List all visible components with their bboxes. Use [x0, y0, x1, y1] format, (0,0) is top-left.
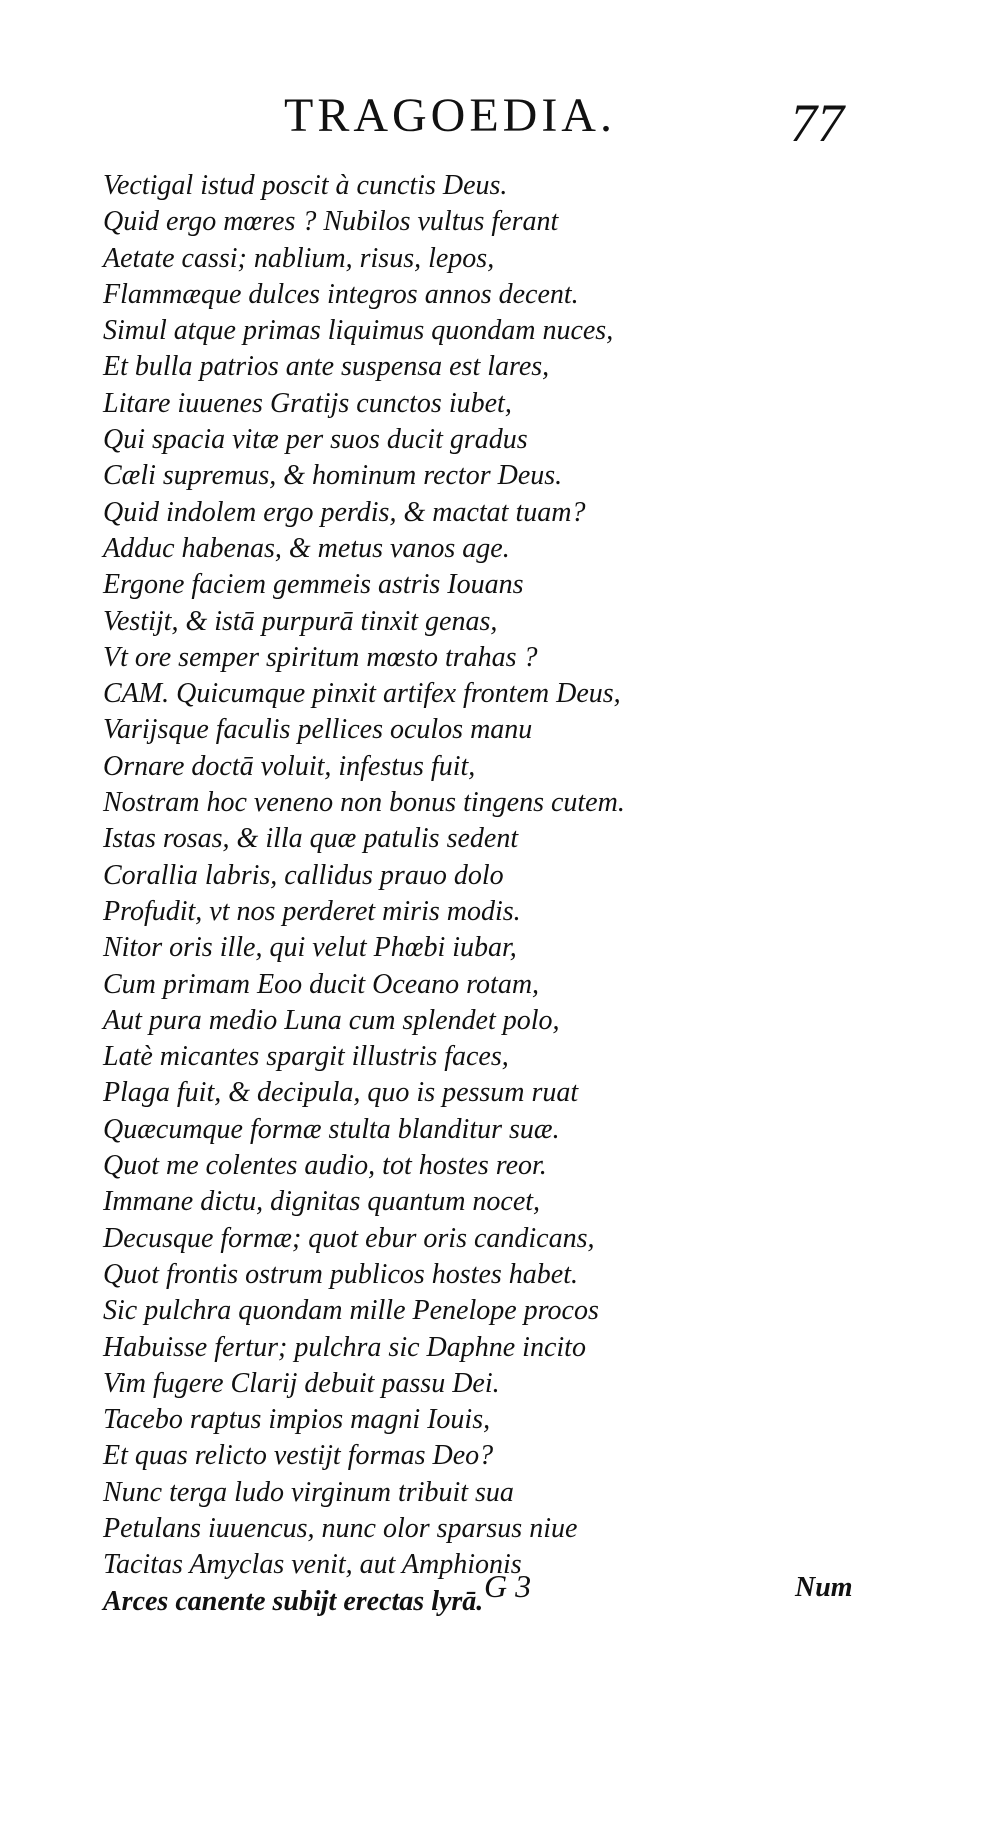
verse-line: Flammæque dulces integros annos decent.: [103, 278, 579, 310]
verse-line: Quot frontis ostrum publicos hostes habet.: [103, 1258, 578, 1290]
verse-text: [103, 168, 983, 1620]
verse-line: Varijsque faculis pellices oculos manu: [103, 714, 533, 746]
verse-line: Arces canente subijt erectas lyrā.: [103, 1585, 484, 1617]
verse-line: Adduc habenas, & metus vanos age.: [103, 532, 510, 564]
verse-line: Et bulla patrios ante suspensa est lares,: [103, 351, 550, 383]
verse-line: Vestijt, & istā purpurā tinxit genas,: [103, 605, 498, 637]
verse-line: Profudit, vt nos perderet miris modis.: [103, 895, 521, 927]
verse-line: Plaga fuit, & decipula, quo is pessum ruat: [103, 1077, 579, 1109]
verse-line: Qui spacia vitæ per suos ducit gradus: [103, 424, 528, 456]
page-number: 77: [790, 93, 844, 153]
verse-line: Quid indolem ergo perdis, & mactat tuam?: [103, 496, 586, 528]
verse-line: Nostram hoc veneno non bonus tingens cutem.: [103, 787, 625, 819]
verse-line: Tacitas Amyclas venit, aut Amphionis: [103, 1549, 522, 1581]
verse-line: Cæli supremus, & hominum rector Deus.: [103, 460, 563, 492]
verse-line: Quæcumque formæ stulta blanditur suæ.: [103, 1113, 560, 1145]
verse-line: Litare iuuenes Gratijs cunctos iubet,: [103, 387, 512, 419]
verse-line: Vectigal istud poscit à cunctis Deus.: [103, 170, 508, 201]
verse-line: Vim fugere Clarij debuit passu Dei.: [103, 1367, 500, 1399]
verse-line: Nunc terga ludo virginum tribuit sua: [103, 1476, 514, 1508]
verse-line: Quid ergo mœres ? Nubilos vultus ferant: [103, 206, 559, 238]
verse-line: Corallia labris, callidus prauo dolo: [103, 859, 504, 891]
verse-line: Aut pura medio Luna cum splendet polo,: [103, 1004, 560, 1036]
verse-line: Istas rosas, & illa quæ patulis sedent: [103, 823, 519, 855]
signature-mark: G 3: [484, 1568, 532, 1604]
verse-line: Latè micantes spargit illustris faces,: [103, 1041, 509, 1073]
verse-line: Cum primam Eoo ducit Oceano rotam,: [103, 968, 540, 1000]
verse-line: Decusque formæ; quot ebur oris candicans,: [103, 1222, 595, 1254]
verse-line: Et quas relicto vestijt formas Deo?: [103, 1440, 494, 1472]
verse-line: Simul atque primas liquimus quondam nuces,: [103, 315, 614, 347]
verse-line: Ornare doctā voluit, infestus fuit,: [103, 750, 476, 782]
verse-line: Ergone faciem gemmeis astris Iouans: [103, 569, 524, 601]
verse-line: Nitor oris ille, qui velut Phœbi iubar,: [103, 932, 517, 964]
verse-line: Aetate cassi; nablium, risus, lepos,: [103, 242, 495, 274]
verse-line: Tacebo raptus impios magni Iouis,: [103, 1404, 491, 1436]
verse-line: Petulans iuuencus, nunc olor sparsus niue: [103, 1512, 578, 1544]
verse-line: CAM. Quicumque pinxit artifex frontem Deus,: [103, 678, 621, 710]
verse-line: Immane dictu, dignitas quantum nocet,: [103, 1186, 541, 1218]
catchword: Num: [795, 1572, 853, 1603]
verse-line: Sic pulchra quondam mille Penelope procos: [103, 1295, 599, 1327]
verse-line: Habuisse fertur; pulchra sic Daphne incito: [103, 1331, 586, 1363]
verse-line: Vt ore semper spiritum mœsto trahas ?: [103, 641, 538, 673]
running-title: TRAGOEDIA.: [284, 89, 616, 142]
verse-line: Quot me colentes audio, tot hostes reor.: [103, 1150, 547, 1182]
